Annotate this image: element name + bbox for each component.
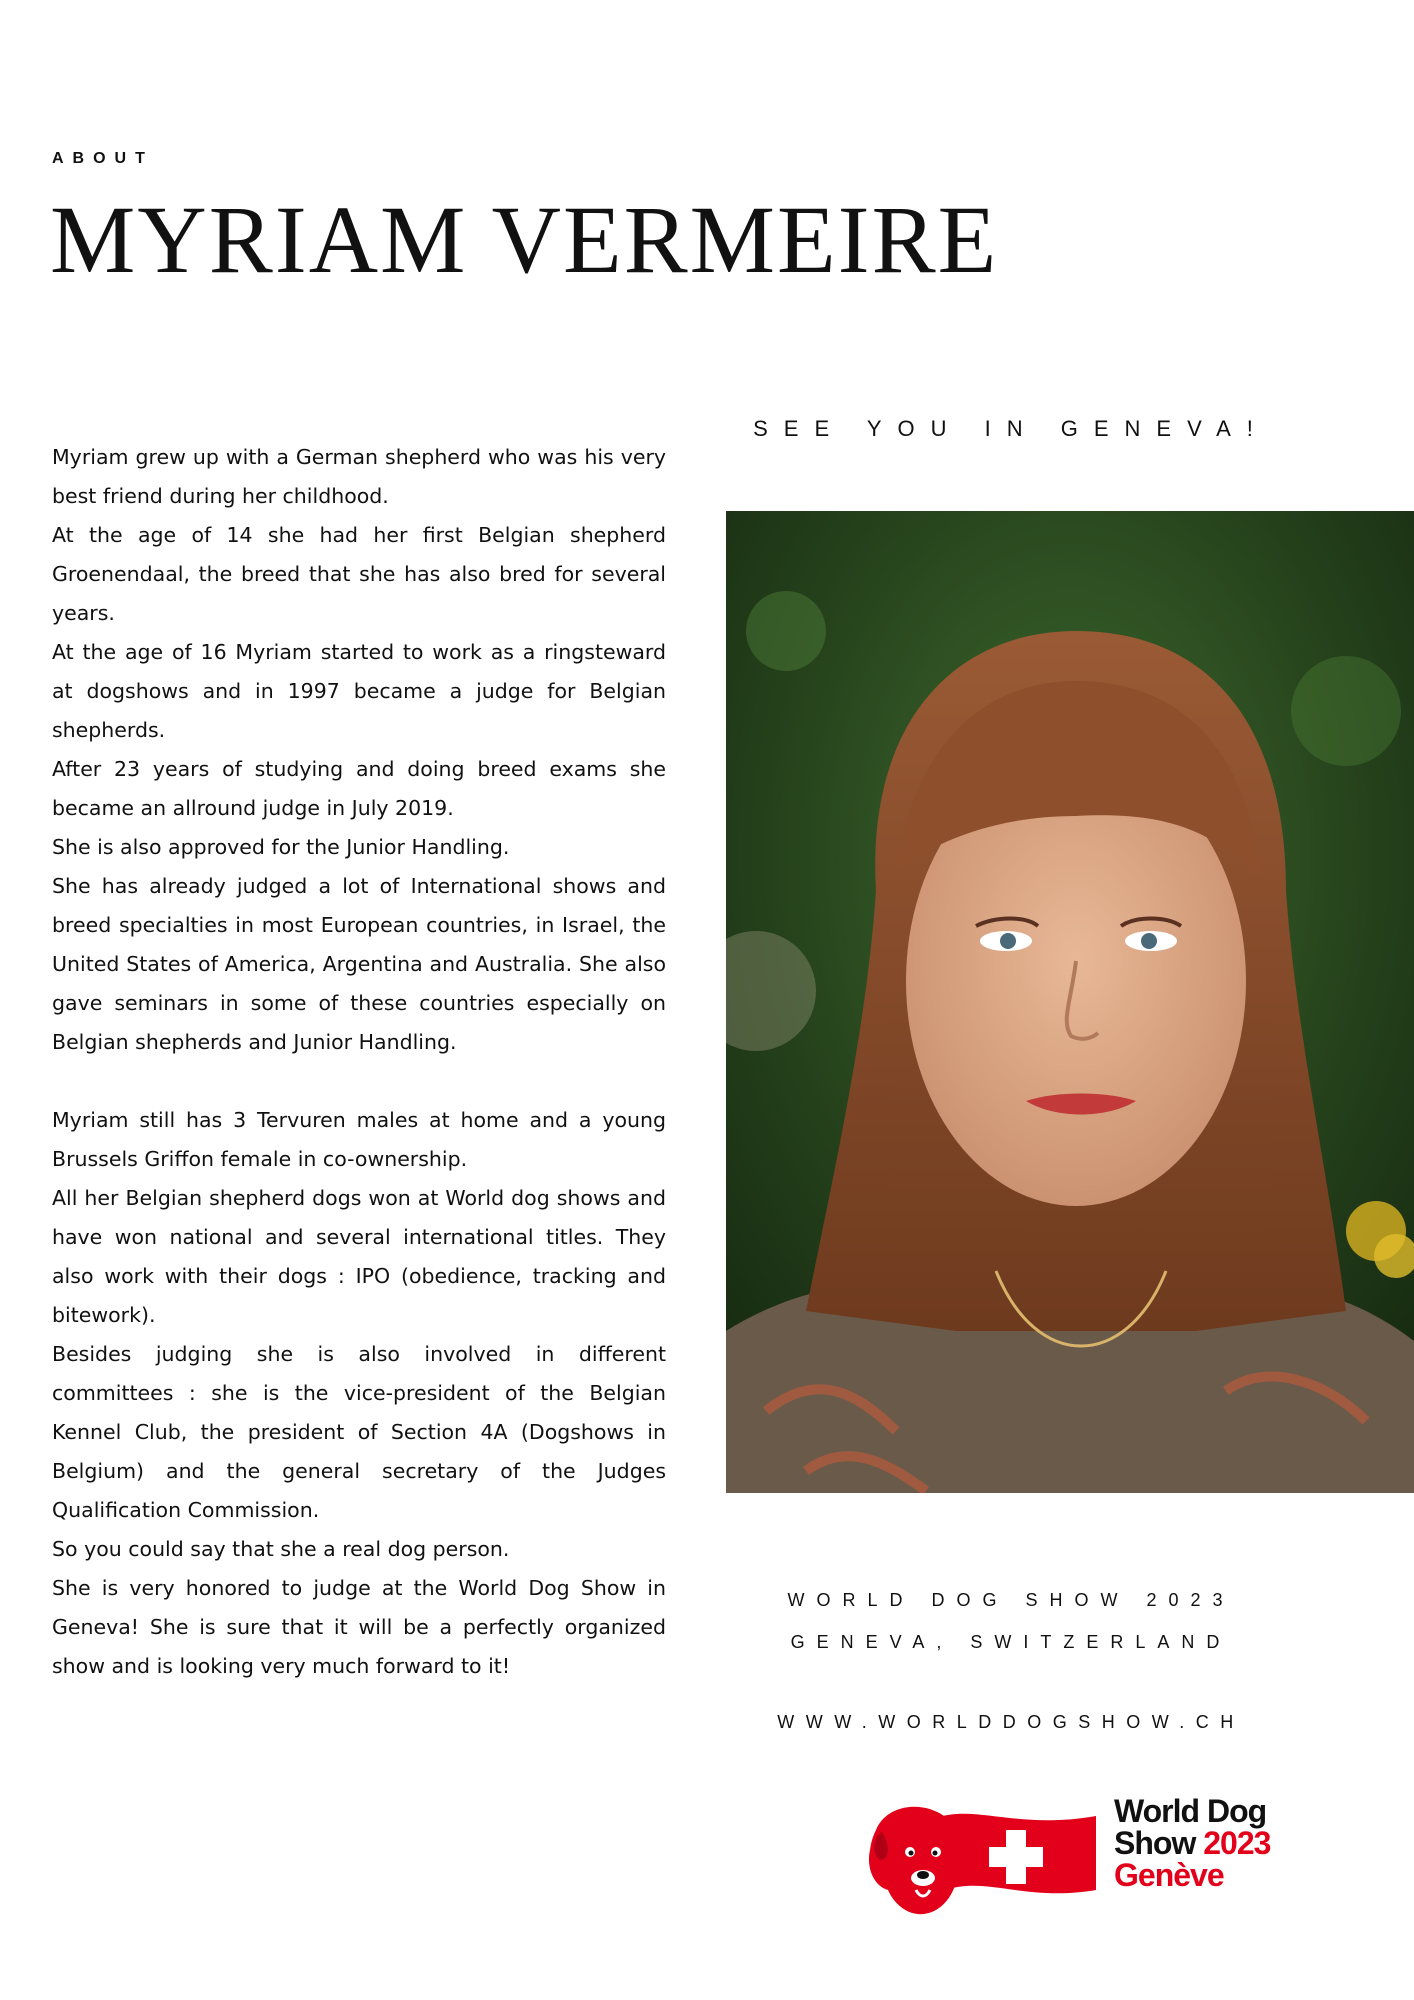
- logo-year: 2023: [1203, 1825, 1271, 1861]
- logo-wordmark: [1114, 1795, 1270, 1891]
- page-title: MYRIAM VERMEIRE: [50, 186, 999, 293]
- bio-paragraph: After 23 years of studying and doing breed exams she became an allround judge in July 2019.: [52, 757, 666, 820]
- website-link[interactable]: WWW.WORLDDOGSHOW.CH: [777, 1712, 1245, 1732]
- event-name: WORLD DOG SHOW 2023: [787, 1590, 1235, 1610]
- world-dog-show-logo: [866, 1790, 1296, 1920]
- logo-line-1: World Dog: [1114, 1793, 1267, 1829]
- bio-paragraph: Myriam still has 3 Tervuren males at home and a young Brussels Griffon female in co-ownership.: [52, 1108, 666, 1171]
- dog-flag-icon: [866, 1790, 1106, 1920]
- bio-paragraph: At the age of 14 she had her first Belgian shepherd Groenendaal, the breed that she has also bred for several years.: [52, 523, 666, 625]
- logo-city: Genève: [1114, 1857, 1224, 1893]
- biography-text: [52, 438, 666, 1686]
- bio-paragraph: All her Belgian shepherd dogs won at World dog shows and have won national and several international titles. They also work with their dogs : IPO (obedience, tracking and bitework).: [52, 1186, 666, 1327]
- portrait-photo: [726, 511, 1414, 1493]
- section-eyebrow: ABOUT: [52, 150, 154, 167]
- bio-paragraph: Besides judging she is also involved in different committees : she is the vice-president of the Belgian Kennel Club, the president of Section 4A (Dogshows in Belgium) and the general secretary of the Judges Qualification Commission.: [52, 1342, 666, 1522]
- bio-paragraph: She has already judged a lot of International shows and breed specialties in most European countries, in Israel, the United States of America, Argentina and Australia. She also gave seminars in some of these countries especially on Belgian shepherds and Junior Handling.: [52, 874, 666, 1054]
- bio-paragraph: At the age of 16 Myriam started to work as a ringsteward at dogshows and in 1997 became a judge for Belgian shepherds.: [52, 640, 666, 742]
- tagline: SEE YOU IN GENEVA!: [753, 416, 1269, 441]
- event-location: GENEVA, SWITZERLAND: [790, 1632, 1232, 1652]
- bio-paragraph: She is very honored to judge at the World Dog Show in Geneva! She is sure that it will be a perfectly organized show and is looking very much forward to it!: [52, 1576, 666, 1678]
- bio-paragraph: She is also approved for the Junior Handling.: [52, 835, 510, 859]
- logo-line-2a: Show: [1114, 1825, 1204, 1861]
- portrait-illustration: [726, 511, 1414, 1493]
- bio-paragraph: So you could say that she a real dog person.: [52, 1537, 510, 1561]
- bio-paragraph: Myriam grew up with a German shepherd who was his very best friend during her childhood.: [52, 445, 666, 508]
